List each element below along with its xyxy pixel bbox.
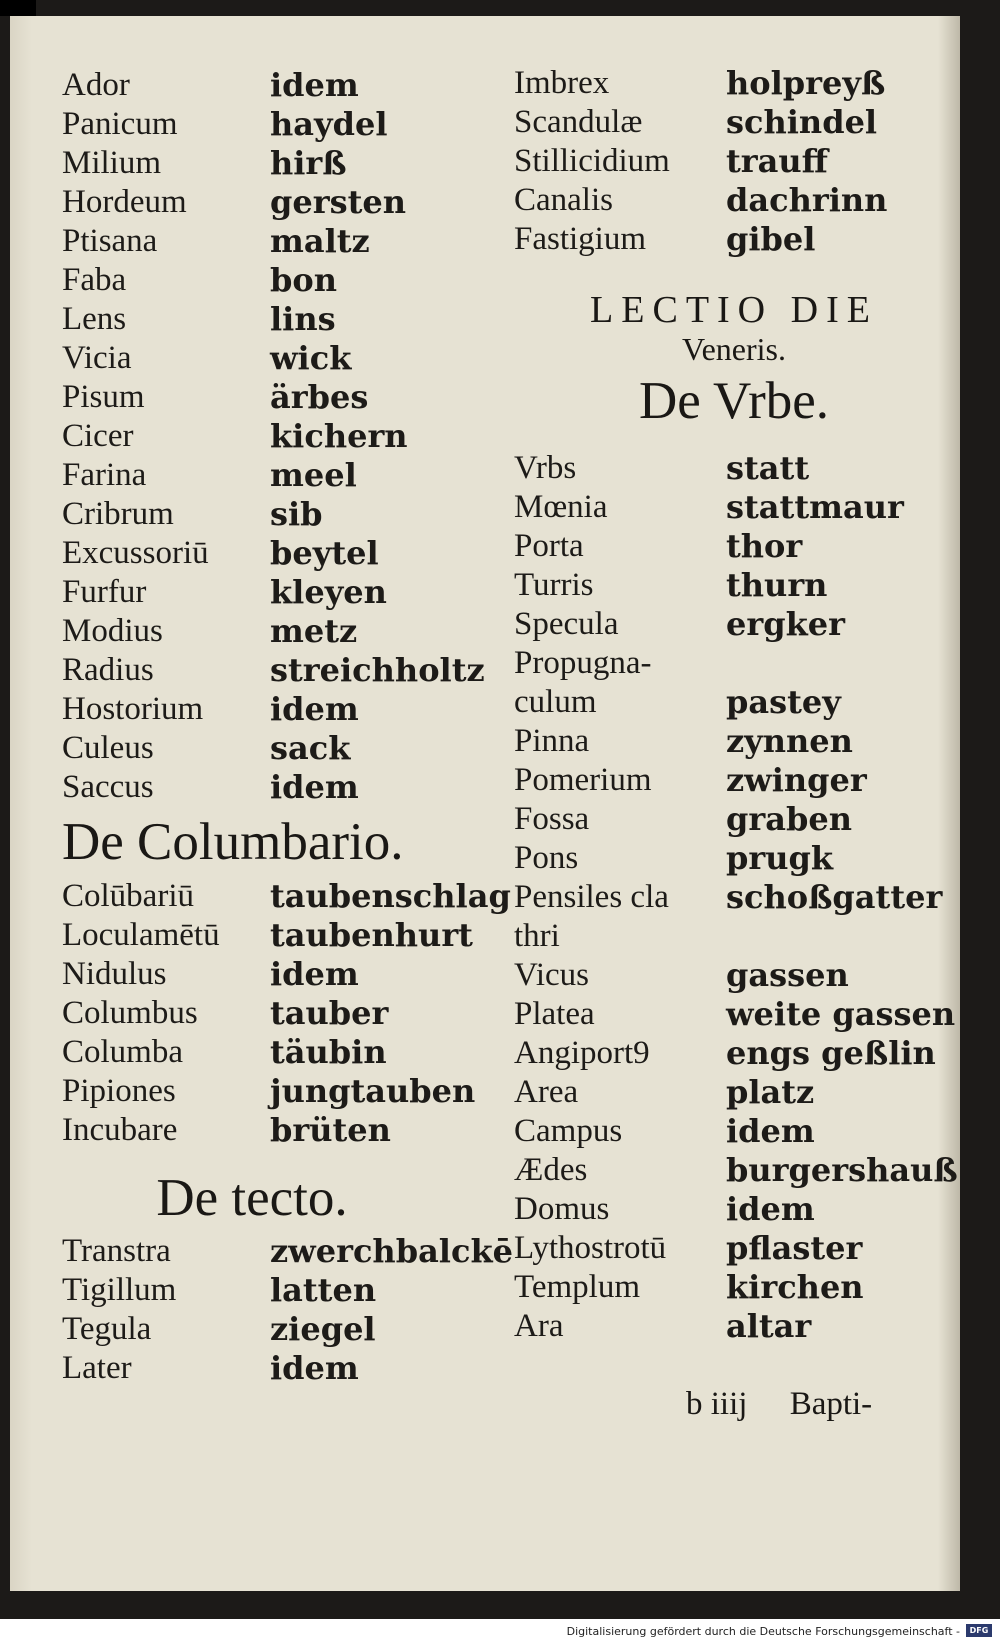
vocab-row — [514, 64, 954, 103]
latin-term: Mœnia — [514, 489, 608, 525]
right-group-urbe — [514, 449, 958, 1346]
vocab-row — [62, 1111, 512, 1150]
vocab-row — [514, 644, 954, 683]
german-term: schoßgatter — [726, 878, 943, 916]
vocab-row — [514, 103, 954, 142]
latin-term: Fastigium — [514, 221, 647, 257]
latin-term: Modius — [62, 613, 163, 649]
latin-term: Templum — [514, 1269, 641, 1305]
vocab-row — [62, 222, 512, 261]
vocab-row — [514, 1151, 958, 1190]
german-term: stattmaur — [726, 488, 904, 526]
vocab-row — [514, 1268, 954, 1307]
vocab-row — [62, 994, 512, 1033]
latin-term: Platea — [514, 996, 595, 1032]
german-term: hirß — [270, 144, 347, 182]
vocab-row — [62, 690, 512, 729]
right-group-roof — [514, 64, 954, 259]
latin-term: Imbrex — [514, 65, 610, 101]
german-term: ergker — [726, 605, 845, 643]
latin-term: Vicus — [514, 957, 590, 993]
german-term: metz — [270, 612, 358, 650]
latin-term: Panicum — [62, 106, 178, 142]
german-term: jungtauben — [270, 1072, 476, 1110]
german-term: pflaster — [726, 1229, 863, 1267]
german-term: ziegel — [270, 1310, 376, 1348]
latin-term: Turris — [514, 567, 594, 603]
german-term: idem — [726, 1190, 815, 1228]
vocab-row — [62, 456, 512, 495]
left-group-cereals — [62, 66, 512, 807]
latin-term: Pinna — [514, 723, 590, 759]
german-term: gibel — [726, 220, 816, 258]
german-term: idem — [270, 768, 359, 806]
latin-term: culum — [514, 684, 597, 720]
vocab-row — [62, 378, 512, 417]
latin-term: Excussoriū — [62, 535, 209, 571]
german-term: holpreyß — [726, 64, 886, 102]
latin-term: Pisum — [62, 379, 145, 415]
lectio-subtitle: Veneris. — [682, 331, 786, 367]
vocab-row — [62, 651, 512, 690]
vocab-row — [62, 1072, 512, 1111]
latin-term: Faba — [62, 262, 127, 298]
latin-term: Pons — [514, 840, 579, 876]
latin-term: Saccus — [62, 769, 154, 805]
catchline — [686, 1386, 872, 1423]
dfg-logo: DFG — [966, 1624, 992, 1637]
scan-corner — [0, 0, 36, 16]
latin-term: Farina — [62, 457, 147, 493]
latin-term: Ara — [514, 1308, 564, 1344]
vocab-row — [62, 417, 512, 456]
german-term: beytel — [270, 534, 379, 572]
latin-term: Stillicidium — [514, 143, 670, 179]
vocab-row — [62, 729, 512, 768]
vocab-row — [514, 1073, 954, 1112]
latin-term: Transtra — [62, 1233, 171, 1269]
left-column — [62, 66, 512, 1388]
latin-term: Hordeum — [62, 184, 187, 220]
vocab-row — [514, 527, 954, 566]
latin-term: Columba — [62, 1034, 183, 1070]
vocab-row — [62, 495, 512, 534]
german-term: tauber — [270, 994, 389, 1032]
vocab-row — [62, 66, 512, 105]
german-term: gassen — [726, 956, 849, 994]
right-column — [514, 64, 958, 1346]
vocab-row — [514, 1229, 954, 1268]
vocab-row — [514, 220, 954, 259]
heading-urbe: De Vrbe. — [638, 372, 830, 430]
german-term: kirchen — [726, 1268, 864, 1306]
latin-term: Tegula — [62, 1311, 152, 1347]
vocab-row — [514, 1307, 954, 1346]
german-term: dachrinn — [726, 181, 888, 219]
vocab-row — [62, 916, 512, 955]
vocab-row — [514, 995, 954, 1034]
german-term: statt — [726, 449, 810, 487]
latin-term: Fossa — [514, 801, 590, 837]
german-term: altar — [726, 1307, 812, 1345]
german-term: zwerchbalckē — [270, 1232, 513, 1270]
latin-term: Tigillum — [62, 1272, 177, 1308]
latin-term: Porta — [514, 528, 584, 564]
vocab-row — [514, 605, 954, 644]
vocab-row — [62, 768, 512, 807]
german-term: wick — [270, 339, 352, 377]
vocab-row — [514, 488, 954, 527]
german-term: idem — [270, 690, 359, 728]
german-term: thurn — [726, 566, 828, 604]
german-term: burgershauß — [726, 1151, 958, 1189]
latin-term: Radius — [62, 652, 154, 688]
latin-term: Canalis — [514, 182, 613, 218]
german-term: idem — [726, 1112, 815, 1150]
vocab-row — [62, 1310, 512, 1349]
vocab-row — [62, 1271, 512, 1310]
german-term: bon — [270, 261, 337, 299]
german-term: taubenschlag — [270, 877, 511, 915]
vocab-row — [62, 1033, 512, 1072]
vocab-row — [514, 761, 954, 800]
german-term: taubenhurt — [270, 916, 473, 954]
vocab-row — [62, 261, 512, 300]
vocab-row — [514, 1112, 954, 1151]
german-term: brüten — [270, 1111, 391, 1149]
latin-term: Incubare — [62, 1112, 178, 1148]
vocab-row — [62, 105, 512, 144]
vocab-row — [62, 1232, 512, 1271]
latin-term: Later — [62, 1350, 132, 1386]
latin-term: thri — [514, 918, 560, 954]
german-term: trauff — [726, 142, 828, 180]
latin-term: Scandulæ — [514, 104, 643, 140]
german-term: zynnen — [726, 722, 853, 760]
latin-term: Cribrum — [62, 496, 174, 532]
vocab-row — [514, 839, 954, 878]
german-term: idem — [270, 1349, 359, 1387]
vocab-row — [62, 877, 512, 916]
vocab-row — [62, 339, 512, 378]
signature-mark: b iiij — [686, 1386, 748, 1422]
german-term: kichern — [270, 417, 408, 455]
german-term: schindel — [726, 103, 878, 141]
left-group-columbario — [62, 877, 512, 1150]
latin-term: Specula — [514, 606, 619, 642]
vocab-row — [514, 683, 954, 722]
german-term: idem — [270, 955, 359, 993]
vocab-row — [514, 956, 954, 995]
latin-term: Ador — [62, 67, 130, 103]
lectio-title: LECTIO DIE — [590, 289, 878, 331]
latin-term: Pensiles cla — [514, 879, 669, 915]
latin-term: Vicia — [62, 340, 132, 376]
german-term: streichholtz — [270, 651, 485, 689]
latin-term: Domus — [514, 1191, 610, 1227]
german-term: sib — [270, 495, 323, 533]
latin-term: Angiport9 — [514, 1035, 650, 1071]
heading-columbario: De Columbario. — [62, 813, 404, 871]
latin-term: Lythostrotū — [514, 1230, 667, 1266]
vocab-row — [514, 181, 954, 220]
latin-term: Ptisana — [62, 223, 158, 259]
german-term: thor — [726, 527, 803, 565]
left-group-tecto — [62, 1232, 512, 1388]
vocab-row — [62, 300, 512, 339]
vocab-row — [514, 878, 954, 917]
vocab-row — [514, 917, 954, 956]
heading-tecto: De tecto. — [156, 1169, 348, 1227]
german-term: maltz — [270, 222, 370, 260]
latin-term: Ædes — [514, 1152, 588, 1188]
latin-term: Campus — [514, 1113, 623, 1149]
latin-term: Hostorium — [62, 691, 204, 727]
vocab-row — [514, 1190, 954, 1229]
german-term: idem — [270, 66, 359, 104]
latin-term: Columbus — [62, 995, 198, 1031]
german-term: prugk — [726, 839, 834, 877]
german-term: weite gassen — [726, 995, 956, 1033]
vocab-row — [62, 1349, 512, 1388]
latin-term: Pipiones — [62, 1073, 176, 1109]
footer-bar — [0, 1619, 1000, 1641]
latin-term: Nidulus — [62, 956, 167, 992]
german-term: latten — [270, 1271, 377, 1309]
latin-term: Cicer — [62, 418, 134, 454]
german-term: kleyen — [270, 573, 387, 611]
vocab-row — [514, 566, 954, 605]
german-term: pastey — [726, 683, 841, 721]
german-term: lins — [270, 300, 336, 338]
german-term: zwinger — [726, 761, 867, 799]
vocab-row — [514, 449, 954, 488]
latin-term: Culeus — [62, 730, 154, 766]
latin-term: Vrbs — [514, 450, 577, 486]
latin-term: Pomerium — [514, 762, 652, 798]
german-term: meel — [270, 456, 357, 494]
vocab-row — [62, 144, 512, 183]
german-term: ärbes — [270, 378, 369, 416]
vocab-row — [62, 534, 512, 573]
vocab-row — [62, 573, 512, 612]
latin-term: Milium — [62, 145, 162, 181]
german-term: sack — [270, 729, 351, 767]
book-page — [10, 16, 960, 1591]
vocab-row — [514, 722, 954, 761]
vocab-row — [514, 142, 954, 181]
german-term: haydel — [270, 105, 388, 143]
latin-term: Propugna- — [514, 645, 652, 681]
vocab-row — [62, 183, 512, 222]
vocab-row — [62, 955, 512, 994]
german-term: engs geßlin — [726, 1034, 936, 1072]
footer-text: Digitalisierung gefördert durch die Deutsche Forschungsgemeinschaft - — [566, 1625, 960, 1638]
german-term: gersten — [270, 183, 407, 221]
latin-term: Colūbariū — [62, 878, 194, 914]
latin-term: Lens — [62, 301, 127, 337]
vocab-row — [62, 612, 512, 651]
catchword: Bapti- — [789, 1386, 873, 1422]
german-term: täubin — [270, 1033, 387, 1071]
latin-term: Loculamētū — [62, 917, 220, 953]
german-term: graben — [726, 800, 852, 838]
vocab-row — [514, 1034, 954, 1073]
latin-term: Area — [514, 1074, 579, 1110]
vocab-row — [514, 800, 954, 839]
latin-term: Furfur — [62, 574, 147, 610]
german-term: platz — [726, 1073, 815, 1111]
